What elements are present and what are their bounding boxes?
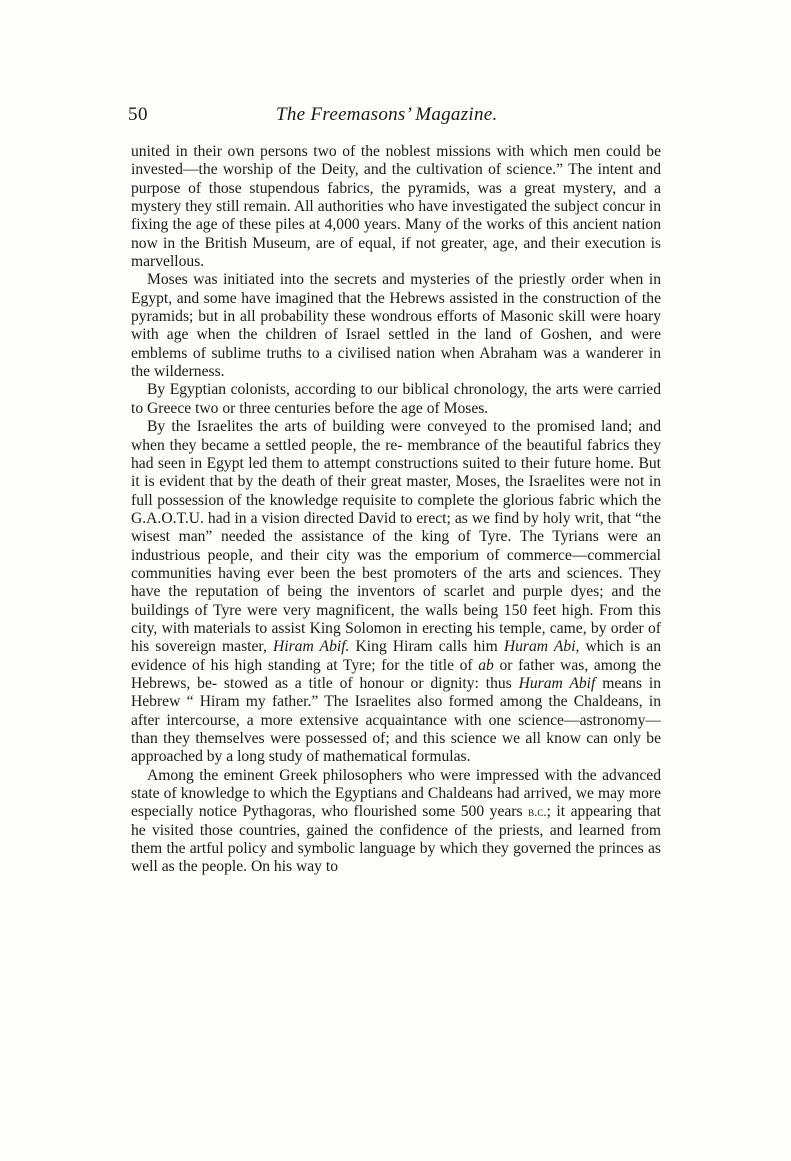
article-body xyxy=(131,143,661,877)
italic-text: Huram Abi, xyxy=(503,638,580,656)
running-head xyxy=(128,104,662,128)
body-text-run: Moses was initiated into the secrets and mysteries of the priestly order when in Egypt, and some have imagined that the Hebrews assisted in the construction of the pyramids; but in all probability these wondrous efforts of Masonic skill were hoary with age when the children of Israel settled in the land of Goshen, and were emblems of sublime truths to a civilised nation when Abraham was a wanderer in the wilderness. xyxy=(131,271,661,381)
body-text-run: By Egyptian colonists, according to our biblical chronology, the arts were carried to Greece two or three centuries before the age of Moses. xyxy=(131,381,661,417)
body-text-run: King Hiram calls him xyxy=(349,638,504,656)
running-title: The Freemasons’ Magazine. xyxy=(276,104,498,125)
body-text-run: By the Israelites the arts of building were conveyed to the promised land; and when they became a settled people, the re- membrance of the beautiful fabrics they had seen in Egypt led them to attempt constructions suited to their future home. But it is evident that by the death of their great master, Moses, the Israelites were not in full possession of the knowledge requisite to complete the glorious fabric which the G.A.O.T.U. had in a vision directed David to erect; as we find by holy writ, that “the wisest man” needed the assistance of the king of Tyre. The Tyrians were an industrious people, and their city was the emporium of commerce—commercial communities having ever been the best promoters of the arts and sciences. They have the reputation of being the inventors of scarlet and purple dyes; and the buildings of Tyre were very magnificent, the walls being 150 feet high. From this city, with materials to assist King Solomon in erecting his temple, came, by order of his sovereign master, xyxy=(131,418,661,656)
italic-text: Hiram Abif. xyxy=(273,638,350,656)
body-text-run: Among the eminent Greek philosophers who were impressed with the advanced state of knowledge to which the Egyptians and Chaldeans had arrived, we may more especially notice Pythagoras, who flourished some 500 years xyxy=(131,766,661,821)
body-text-run: means in Hebrew “ Hiram my father.” The Israelites also formed among the Chaldeans, in after intercourse, a more extensive acquaintance with one science—astronomy—than they themselves were possessed of; and this science we all know can only be approached by a long study of mathematical formulas. xyxy=(131,674,662,766)
paragraph xyxy=(131,143,661,271)
body-text-run: united in their own persons two of the noblest missions with which men could be invested—the worship of the Deity, and the cultivation of science.” The intent and purpose of those stupendous fabrics, the pyramids, was a great mystery, and a mystery they still remain. All authorities who have investigated the subject concur in fixing the age of these piles at 4,000 years. Many of the works of this ancient nation now in the British Museum, are of equal, if not greater, age, and their execution is marvellous. xyxy=(131,143,661,271)
page-number: 50 xyxy=(128,104,148,125)
small-caps-text: b.c. xyxy=(528,804,547,820)
paragraph xyxy=(131,381,661,418)
italic-text: ab xyxy=(478,656,494,674)
paragraph xyxy=(131,767,661,877)
body-text-run: ; it appearing that he visited those countries, gained the confidence of the priests, and learned from them the artful policy and symbolic language by which they governed the princes as well as the people. On his way to xyxy=(131,803,661,876)
paragraph xyxy=(131,271,661,381)
paragraph xyxy=(131,418,661,767)
body-text-run: or father was, among the Hebrews, be- stowed as a title of honour or dignity: thus xyxy=(131,656,661,692)
italic-text: Huram Abif xyxy=(518,674,596,692)
body-text-run: which is an evidence of his high standing at Tyre; for the title of xyxy=(131,638,661,674)
